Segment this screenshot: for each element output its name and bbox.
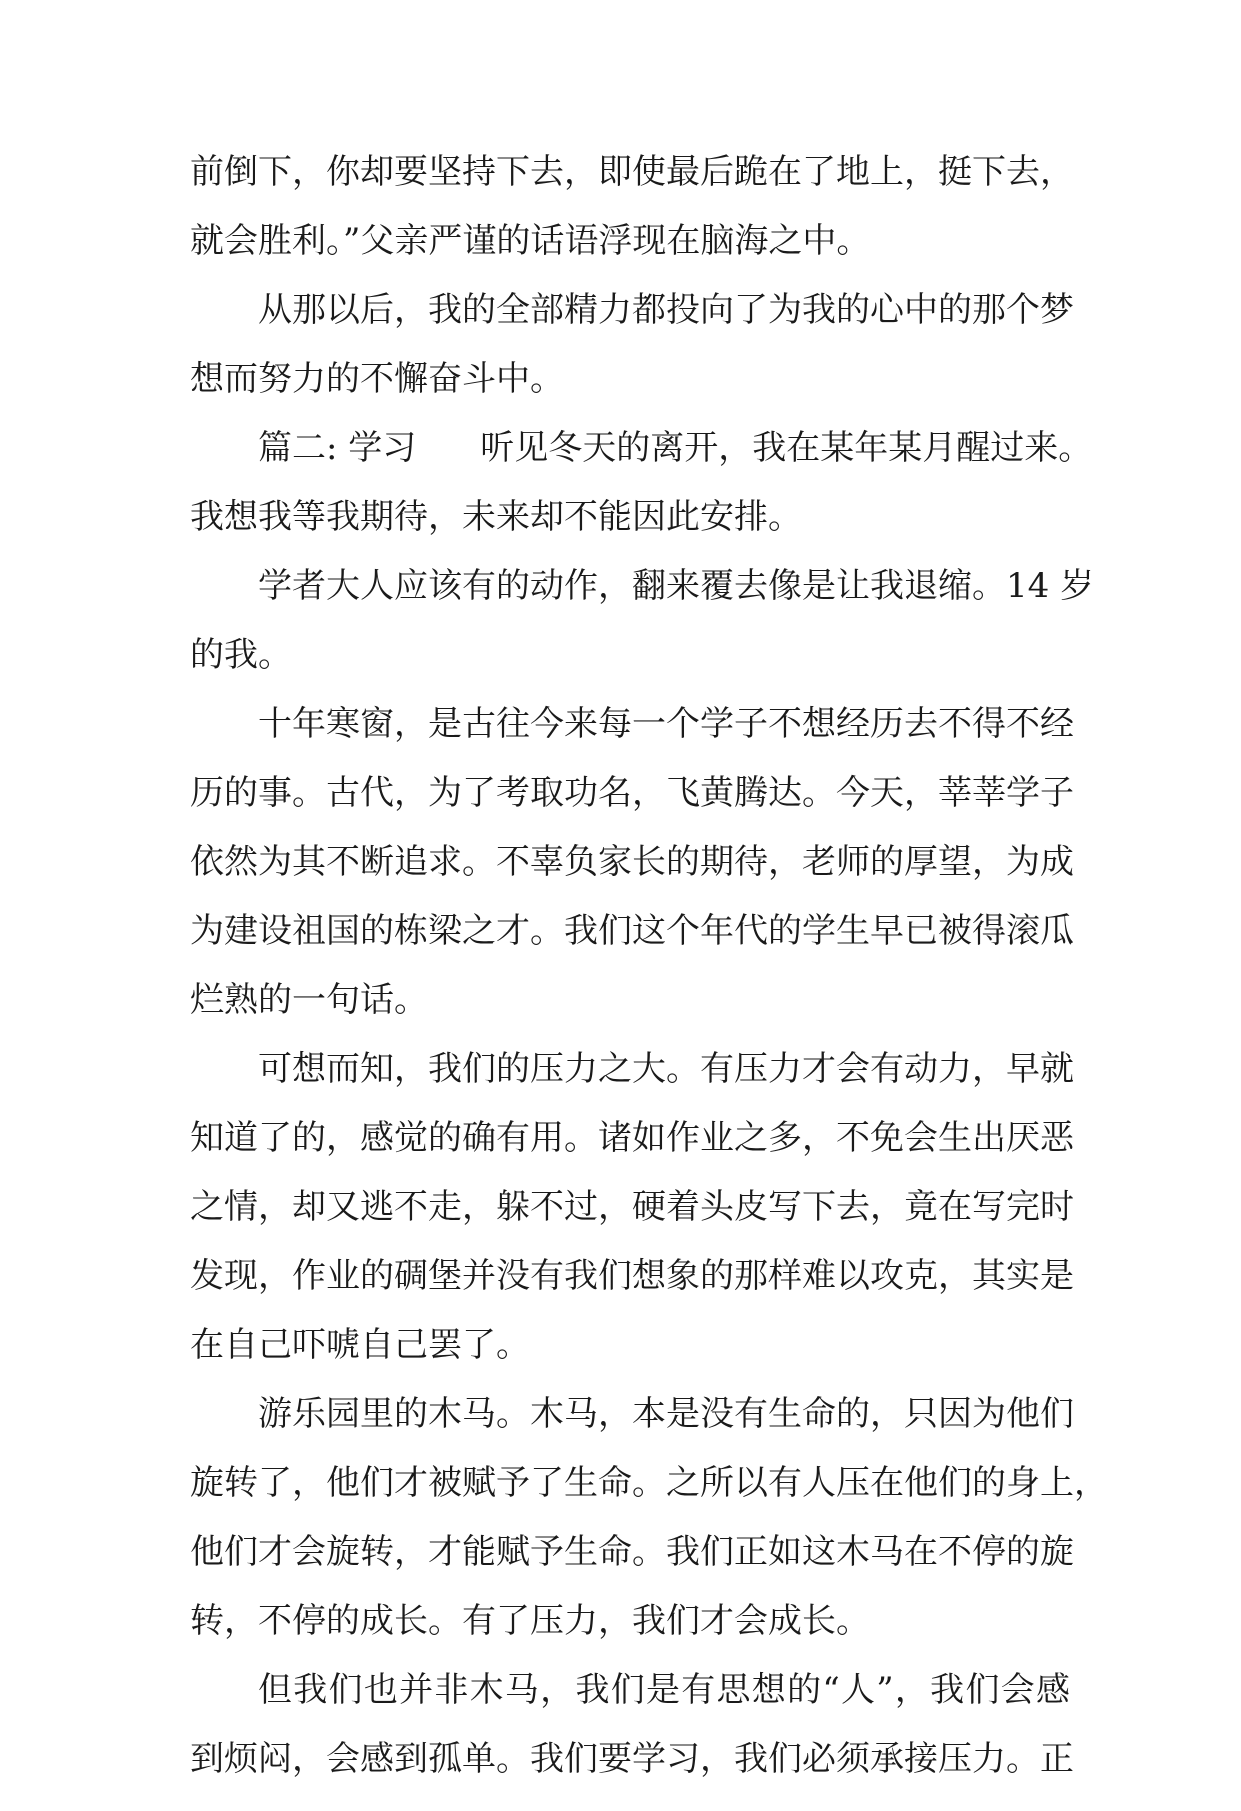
poem-line: 听见冬天的离开，我在某年某月醒过来。 [480,428,1093,468]
text-line: 从那以后，我的全部精力都投向了为我的心中的那个梦 [258,290,1074,330]
paragraph [190,704,1074,1020]
text-line: 但我们也并非木马，我们是有思想的“人”，我们会感 [258,1670,1070,1710]
text-line: 之情，却又逃不走，躲不过，硬着头皮写下去，竟在写完时 [190,1187,1074,1227]
paragraph [190,1394,1108,1641]
text-line: 十年寒窗，是古往今来每一个学子不想经历去不得不经 [258,704,1074,744]
text-line: 学者大人应该有的动作，翻来覆去像是让我退缩。14 岁 [258,566,1095,606]
text-line [190,428,1093,468]
text-line: 依然为其不断追求。不辜负家长的期待，老师的厚望，为成 [190,842,1074,882]
text-line: 旋转了，他们才被赋予了生命。之所以有人压在他们的身上， [190,1463,1108,1503]
text-line: 他们才会旋转，才能赋予生命。我们正如这木马在不停的旋 [190,1532,1074,1572]
paragraph [190,566,1095,675]
text-line: 在自己吓唬自己罢了。 [190,1325,530,1365]
document-page [190,152,1108,1811]
text-line: 发现，作业的碉堡并没有我们想象的那样难以攻克，其实是 [190,1256,1074,1296]
text-line: 我想我等我期待，未来却不能因此安排。 [190,497,802,537]
text-line: 为建设祖国的栋梁之才。我们这个年代的学生早已被得滚瓜 [190,911,1074,951]
text-line: 想而努力的不懈奋斗中。 [190,359,564,399]
paragraph [190,290,1074,399]
text-line: 知道了的，感觉的确有用。诸如作业之多，不免会生出厌恶 [190,1118,1074,1158]
paragraph [190,428,1093,537]
text-line: 游乐园里的木马。木马，本是没有生命的，只因为他们 [258,1394,1074,1434]
text-line: 转，不停的成长。有了压力，我们才会成长。 [190,1601,870,1641]
paragraph [190,152,1074,261]
text-line: 的我。 [190,635,292,675]
text-line: 可想而知，我们的压力之大。有压力才会有动力，早就 [258,1049,1074,1089]
text-line: 前倒下，你却要坚持下去，即使最后跪在了地上，挺下去， [190,152,1074,192]
paragraph [190,1049,1074,1365]
text-line: 就会胜利。”父亲严谨的话语浮现在脑海之中。 [190,221,871,261]
text-line: 到烦闷，会感到孤单。我们要学习，我们必须承接压力。正 [190,1739,1074,1779]
paragraph [190,1670,1074,1779]
text-line: 历的事。古代，为了考取功名，飞黄腾达。今天，莘莘学子 [190,773,1074,813]
text-line: 烂熟的一句话。 [190,980,428,1020]
section-heading: 篇二: 学习 [258,428,417,468]
